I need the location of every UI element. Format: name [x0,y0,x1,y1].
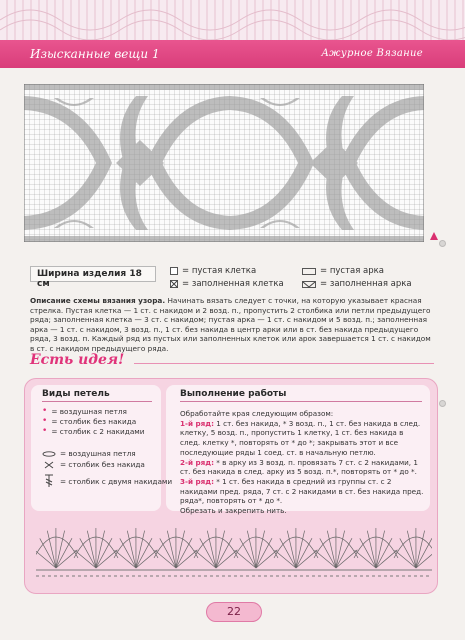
filled-cell-icon [170,280,178,288]
stitch-symbol: = столбик без накида [42,460,145,469]
stitches-title: Виды петель [42,389,110,399]
section-title: Ажурное Вязание [321,48,423,59]
filled-arc-icon [302,281,316,288]
legend-filled-arc: = заполненная арка [302,279,412,289]
hole-icon [439,240,446,247]
stitch-item: • = столбик с 2 накидами [42,426,145,436]
row-1: 1-й ряд: 1 ст. без накида, * 3 возд. п., 1 ст. без накида в след. клетку, 5 возд. п., пропустить 1 клетку, 1 ст. без накида в след. клетку *, повторять от * до *; закрывать этот и все последующие ряды 1 соед. ст. в начальную петлю. [180,418,421,457]
filet-chart [24,84,424,242]
bullet-icon: • [42,416,48,426]
start-arrow-icon [430,232,438,240]
divider [42,401,152,402]
row-3: 3-й ряд: * 1 ст. без накида в средний из группы ст. с 2 накидами пред. ряда, 7 ст. с 2 накидами в ст. без накида пред. ряда*, повторять от * до *. [180,476,424,506]
stitch-types-box [31,385,161,511]
divider [180,401,422,402]
stitch-symbol: = столбик с двумя накидами [42,474,172,488]
description-text: Начинать вязать следует с точки, на которую указывает красная стрелка. Пустая клетка — 1 ст. с накидом и 2 возд. п., пропустить 2 столбика или петли предыдущего ряда; заполненная клетка — 3 ст. с накидом; пустая арка — 1 ст. с накидом и 5 возд. п.; заполненная арка — 1 ст. с накидом, 3 возд. п., 1 ст. без накида в центр арки или в ст. без накида предыдущего ряда, 3 возд. п. Каждый ряд из пустых или заполненных клеток или арок завершается 1 ст. с накидом в ст. с накидом предыдущего ряда. [30,296,431,353]
work-finish: Обрезать и закрепить нить. [180,506,287,516]
idea-title: Есть идея! [30,352,125,368]
single-crochet-icon [42,461,56,469]
hole-icon [439,400,446,407]
legend-empty-cell: = пустая клетка [170,266,256,276]
magazine-title: Изысканные вещи 1 [30,47,160,61]
description-lead: Описание схемы вязания узора. [30,296,166,305]
divider [134,363,434,364]
double-treble-icon [42,474,56,488]
work-title: Выполнение работы [180,389,287,399]
work-instructions [180,409,424,516]
page-number: 22 [227,605,241,618]
lace-border [0,0,465,40]
legend-empty-arc: = пустая арка [302,266,384,276]
edging-diagram [36,514,432,584]
work-intro: Обработайте края следующим образом: [180,409,334,418]
width-label: Ширина изделия 18 см [30,266,156,282]
empty-arc-icon [302,268,316,275]
stitch-item: • = столбик без накида [42,416,137,426]
bullet-icon: • [42,426,48,436]
legend-filled-cell: = заполненная клетка [170,279,284,289]
bullet-icon: • [42,406,48,416]
stitch-item: • = воздушная петля [42,406,127,416]
row-2: 2-й ряд: * в арку из 3 возд. п. провязать 7 ст. с 2 накидами, 1 ст. без накида в след. арку из 5 возд. п.*, повторять от * до *. [180,457,418,477]
stitch-symbol: = воздушная петля [42,449,136,458]
scheme-description [30,296,432,354]
empty-cell-icon [170,267,178,275]
chain-stitch-icon [42,451,56,457]
